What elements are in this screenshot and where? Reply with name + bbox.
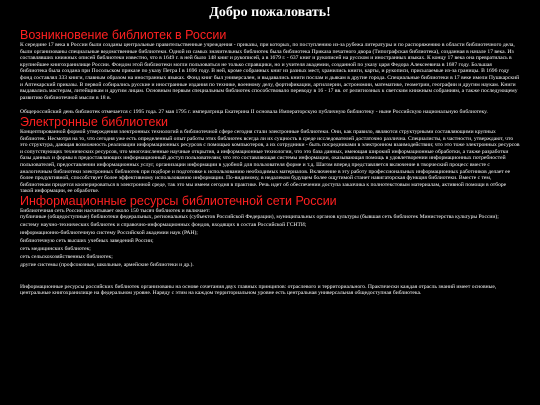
list-item: информационно-библиотечную систему Российской академии наук (РАН);	[20, 230, 198, 237]
spacer	[20, 270, 520, 284]
origins-paragraph-1: К середине 17 века в России были созданы центральные правительственные учреждения - приказы, при которых, по поступлению из-за рубежа литературы и по распоряжению в области библиотечного дела, были организованы специальные ведомственные библиотеки. Одной из самых значительных библиотек была библиотека Приказа печатного двора (Типографская библиотека), созданная в начале 17 века. Из составлявших книжных описей библиотеки известно, что в 1649 г. в ней было 148 книг и рукописей, а в 1679 г. - 637 книг и рукописей на русском и иностранных языках. К концу 17 века она превратилась в крупнейшее книгохранилище России. Фондом этой библиотеки могли пользоваться не только справщики, но и учителя академии, созданной по указу царя Федора Алексеевича в 1687 году. Большая библиотека была создана при Посольском приказе по указу Петра I в 1696 году. В ней, кроме собранных книг из разных мест, хранились книги, карты, и рукописи, присылаемые из-за границы. В 1696 году фонд составлял 333 книги, главным образом на иностранных языках. Фонд книг был универсален, и выдавались книги послам и дьякам в другие города. Специальные библиотеки в 17 веке имели Пушкарский и Аптекарский приказы. В первой собирались русские и иностранные издания по технике, военному делу, фортификации, артиллерии, астрономии, математике, геометрии, географии и другим наукам. Книги выдавались мастерам, литейщикам и другим лицам. Основным первым специальным библиотек способствовало переводу в 16 - 17 вв. от религиозных к светским книжным собраниям, а также последующему развитию библиотечной мысли в 18 в.	[20, 42, 520, 101]
list-item: систему научно-технических библиотек и справочно-информационных фондов, входящих в состав Российской ГСНТИ;	[20, 222, 307, 229]
origins-paragraph-2: Общероссийский день библиотек отмечается с 1995 года. 27 мая 1795 г. императрица Екатерина II основала Императорскую публичную библиотеку - ныне Российскую национальную библиотеку.	[20, 109, 488, 116]
list-item: сеть сельскохозяйственных библиотек;	[20, 254, 113, 260]
library-network-list	[20, 214, 520, 269]
page-title: Добро пожаловать!	[209, 5, 331, 20]
section-information-resources	[20, 195, 520, 297]
electronic-paragraph-1: Концептированной формой утверждения электронных технологий в библиотечной сфере сегодня стали электронные библиотеки. Они, как правило, являются структурными составляющими крупных библиотек. Несмотря на то, что сегодня уже есть определенный опыт работы этих библиотек всегда ли их сущность в среде исследователей достаточно различна. Специалисты, в частности, утверждают, что это структура, дающая возможность реализации информационных ресурсов с помощью компьютеров, а их сотрудники - быть посредниками в электронном взаимодействии; что это тоже электронных ресурсов и сопутствующих технических ресурсов, что многочисленные научные открытия, а информационные технологии, что это база данных, имеющая широкий информационные обработки, а также разработки базы данных и формы в предоставляющих информационный доступ пользователям; что это составляющая системы информации, оказывающая помощь в удовлетворении информационных потребностей пользователей, предоставлении информационных услуг, организации информации в удобной для пользователя форме и т.д. Шагом вперед представляется включение в творческий процесс вместе с аналогичным библиотеки электронных библиотек при подборе и подготовке к использованию необходимых материалов. Включение в эту работу профессиональных информационных работников делает ее более продуктивной, способствует более эффективному использованию информации. По-видимому, в недалеком будущем более ощутимой станет навигаторская функция библиотеки. Вместе с тем, библиотекам придется кооперироваться в электронной среде, так это мы имеем сегодня в практике. Речь идет об обеспечении доступа заказчика к полнотекстовым материалам, активной помощи в отборе такой информации, ее обработке.	[20, 128, 520, 195]
section-electronic-libraries	[20, 116, 520, 195]
list-item: публичные (общедоступные) библиотеки федеральных, региональных (субъектов Российской Федерации), муниципальных органов культуры (бывшая сеть библиотек Министерства культуры России);	[20, 214, 499, 221]
resources-closing-paragraph: Информационные ресурсы российских библиотек организованы на основе сочетания двух главных принципов: отраслевого и территориального. Практически каждая отрасль знаний имеет основные, центральные книгохранилище на федеральном уровне. Наряду с этим на каждом территориальном уровне есть центральная универсальная общедоступная библиотека.	[20, 283, 497, 297]
list-item: другие системы (профсоюзные, школьные, армейские библиотеки и др.).	[20, 261, 194, 268]
section-heading-origins: Возникновение библиотек в России	[20, 28, 227, 42]
section-heading-resources: Информационные ресурсы библиотечной сети России	[20, 193, 337, 208]
section-heading-electronic: Электронные библиотеки	[20, 114, 168, 129]
list-item: библиотечную сеть высших учебных заведений России;	[20, 238, 154, 245]
section-library-origins	[20, 29, 520, 116]
list-item: сеть медицинских библиотек;	[20, 246, 91, 253]
resources-intro: Библиотечная сеть России насчитывает около 150 тысяч библиотек и включает:	[20, 207, 210, 214]
